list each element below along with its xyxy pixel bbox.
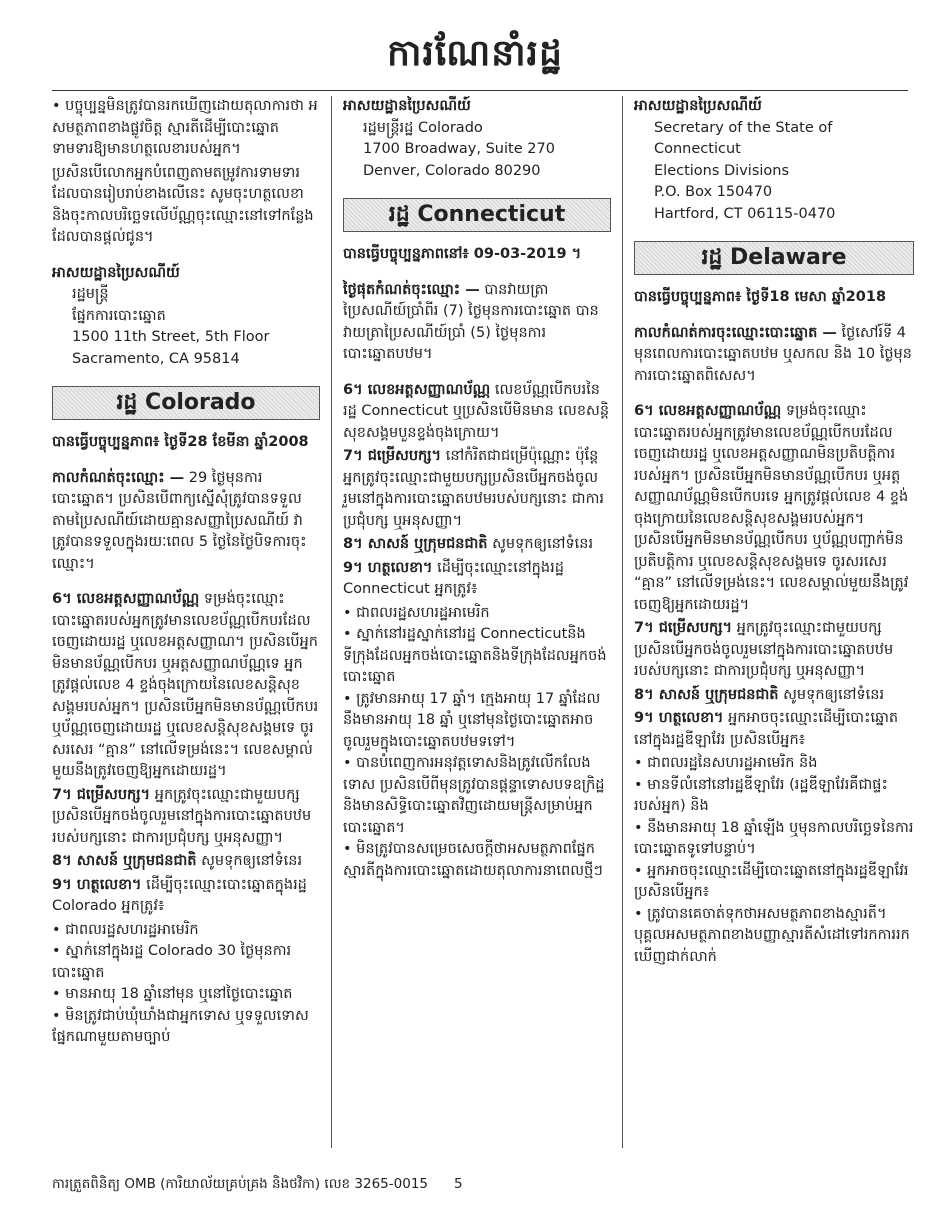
updated-date: បានធ្វើបច្ចុប្បន្នភាព៖ ថ្ងៃទី18 មេសា ឆ្នាំ2018 xyxy=(634,289,887,305)
address-line: Connecticut xyxy=(654,141,741,157)
party-text: នៅកំរិតជាជម្រើប៉ុណ្ណោះ ប៉ុន្តែអ្នកត្រូវចុះឈ្មោះជាមួយបក្សប្រសិនបើអ្នកចង់ចូលរួមនៅក្នុងការបោះឆ្នោតបឋមរបស់បក្សនោះ ជាការប្រជុំបក្ស ឬអនុសញ្ញា។ xyxy=(343,448,604,529)
list-item: • ជាពលរដ្ឋសហរដ្ឋអាមេរិក xyxy=(52,921,199,938)
race-text: សូមទុកឲ្យនៅទំនេរ xyxy=(196,853,303,869)
page-footer xyxy=(52,1175,489,1195)
id-number-section xyxy=(343,380,611,445)
omb-control-number: ការត្រួតពិនិត្យ OMB (ការិយាល័យគ្រប់គ្រង និងថវិកា) លេខ 3265-0015 xyxy=(52,1176,428,1192)
signature-label: 9។ ហត្ថលេខា។ xyxy=(343,559,433,576)
list-item: • ជាពលរដ្ឋសហរដ្ឋអាមេរិក xyxy=(343,604,490,621)
list-item: • អ្នកអាចចុះឈ្មោះដើម្បីបោះឆ្នោតនៅក្នុងរដ្ឋឌីឡាវែរ ប្រសិនបើអ្នក៖ xyxy=(634,862,909,900)
id-text: ទម្រង់ចុះឈ្មោះបោះឆ្នោតរបស់អ្នកត្រូវមានលេខប័ណ្ណបើកបរដែលចេញដោយរដ្ឋ ឬលេខអត្តសញ្ញាណមិនប្រតិបត្តិការរបស់អ្នក។ ប្រសិនបើអ្នកមិនមានប័ណ្ណបើកបរ ឬអត្តសញ្ញាណប័ណ្ណមិនបើកបរទេ អ្នកត្រូវផ្ដល់លេខ 4 ខ្ទង់ចុងក្រោយនៃលេខសន្តិសុខសង្គមរបស់អ្នក។ ប្រសិនបើអ្នកមិនមានប័ណ្ណបើកបរ ឬប័ណ្ណបញ្ជាក់មិនប្រតិបត្តិការ ឬលេខសន្តិសុខសង្គមទេ ចូរសរសេរ “គ្មាន” នៅលើទម្រង់នេះ។ លេខសម្គាល់មួយនឹងត្រូវចេញឱ្យអ្នកដោយរដ្ឋ។ xyxy=(634,403,909,613)
page-title: ការណែនាំរដ្ឋ xyxy=(387,33,563,74)
race-label: 8។ សាសន៍ ឬក្រុមជនជាតិ xyxy=(52,853,197,869)
race-text: សូមទុកឲ្យនៅទំនេរ xyxy=(487,536,594,552)
deadline-text: ថ្ងៃសៅរ៍ទី 4 មុនពេលការបោះឆ្នោតបឋម ឬសកល និង 10 ថ្ងៃមុនការបោះឆ្នោតពិសេស។ xyxy=(634,324,912,384)
race-section xyxy=(343,534,611,556)
deadline-text: 29 ថ្ងៃមុនការបោះឆ្នោត។ ប្រសិនបើពាក្យស្នើសុំត្រូវបានទទួលតាមប្រៃសណីយ៍ដោយគ្មានសញ្ញាប្រៃសណីយ៍ វាត្រូវបានទទួលក្នុងរយៈពេល 5 ថ្ងៃនៃថ្ងៃបិទការចុះឈ្មោះ។ xyxy=(52,469,307,572)
list-item: • មានអាយុ 18 ឆ្នាំនៅមុន ឬនៅថ្ងៃបោះឆ្នោត xyxy=(52,986,293,1002)
id-text: លេខប័ណ្ណបើកបរនៃរដ្ឋ Connecticut ឬប្រសិនបើមិនមាន លេខសន្តិសុខសង្គមបួនខ្ទង់ចុងក្រោយ។ xyxy=(343,381,610,441)
mailing-address xyxy=(634,118,914,226)
deadline-label: កាលកំណត់ការចុះឈ្មោះបោះឆ្នោត — xyxy=(634,324,837,341)
registration-deadline xyxy=(634,323,914,388)
id-label: 6។ លេខអត្តសញ្ញាណប័ណ្ណ xyxy=(52,591,200,607)
race-label: 8។ សាសន៍ ឬក្រុមជនជាតិ xyxy=(634,686,779,703)
address-line: រដ្ឋមន្ត្រី xyxy=(72,286,109,302)
registration-deadline xyxy=(343,280,611,366)
registration-deadline xyxy=(52,468,320,576)
id-number-section xyxy=(52,589,320,783)
list-item: • មិនត្រូវបានសម្រេចសេចក្ដីថាអសមត្ថភាពផ្នែកស្មារតីក្នុងការបោះឆ្នោតដោយតុលាការនាពេលថ្មីៗ xyxy=(343,841,603,879)
signature-text: អ្នកអាចចុះឈ្មោះដើម្បីបោះឆ្នោតនៅក្នុងរដ្ឋឌីឡាវែរ ប្រសិនបើអ្នក៖ xyxy=(634,710,899,748)
address-line: Sacramento, CA 95814 xyxy=(72,350,240,367)
list-item: • ជាពលរដ្ឋនៃសហរដ្ឋអាមេរិក និង xyxy=(634,755,818,771)
state-heading-connecticut: រដ្ឋ Connecticut xyxy=(343,198,611,232)
list-item: • បានបំពេញការអនុវត្តទោសនិងត្រូវលើកលែងទោស ប្រសិនបើពីមុនត្រូវបានផ្តន្ទាទោសបទឧក្រិដ្ឋ និងមានសិទ្ធិបោះឆ្នោតវិញដោយមន្ត្រីសម្រាប់អ្នកបោះឆ្នោត។ xyxy=(343,755,605,836)
address-line: ផ្នែកការបោះឆ្នោត xyxy=(72,307,166,324)
address-line: Elections Divisions xyxy=(654,162,790,179)
mailing-address-heading: អាសយដ្ឋានប្រៃសណីយ៍ xyxy=(52,264,180,281)
list-item: • មិនត្រូវជាប់ឃុំឃាំងជាអ្នកទោស ឬទទួលទោសផ្នែកណាមួយតាមច្បាប់ xyxy=(52,1007,309,1045)
state-heading-colorado: រដ្ឋ Colorado xyxy=(52,386,320,420)
address-line: Secretary of the State of xyxy=(654,119,833,136)
id-label: 6។ លេខអត្តសញ្ញាណប័ណ្ណ xyxy=(343,381,491,398)
signature-text: ដើម្បីចុះឈ្មោះនៅក្នុងរដ្ឋ Connecticut អ្នកត្រូវ៖ xyxy=(343,559,564,597)
title-divider xyxy=(52,90,908,91)
party-choice-section xyxy=(343,446,611,532)
race-section xyxy=(52,851,320,873)
list-item: • ត្រូវបានគេចាត់ទុកថាអសមត្ថភាពខាងស្មារតី។ បុគ្គលអសមត្ថភាពខាងបញ្ញាស្មារតីសំដៅទៅរកការរកឃើញជាក់លាក់ xyxy=(634,905,910,965)
id-text: ទម្រង់ចុះឈ្មោះបោះឆ្នោតរបស់អ្នកត្រូវមានលេខប័ណ្ណបើកបរដែលចេញដោយរដ្ឋ ឬលេខអត្តសញ្ញាណ។ ប្រសិនបើអ្នកមិនមានប័ណ្ណបើកបរ ឬអត្តសញ្ញាណប័ណ្ណទេ អ្នកត្រូវផ្ដល់លេខ 4 ខ្ទង់ចុងក្រោយនៃលេខសន្តិសុខសង្គមរបស់អ្នក។ ប្រសិនបើអ្នកមិនមានប័ណ្ណបើកបរ ឬប័ណ្ណចេញដោយរដ្ឋ ឬលេខសន្តិសុខសង្គមទេ ចូរសរសេរ “គ្មាន” នៅលើទម្រង់នេះ។ លេខសម្គាល់មួយនឹងត្រូវចេញឱ្យអ្នកដោយរដ្ឋ។ xyxy=(52,591,319,779)
signature-section xyxy=(52,875,320,918)
mailing-address-heading: អាសយដ្ឋានប្រៃសណីយ៍ xyxy=(343,98,471,114)
signature-label: 9។ ហត្ថលេខា។ xyxy=(634,710,724,726)
updated-date: បានធ្វើបច្ចុប្បន្នភាពនៅ៖ 09-03-2019 ។ xyxy=(343,246,582,262)
mailing-address xyxy=(343,118,611,183)
party-label: 7។ ជម្រើសបក្ស។ xyxy=(634,620,733,636)
signature-label: 9។ ហត្ថលេខា។ xyxy=(52,876,142,893)
signature-text: ដើម្បីចុះឈ្មោះបោះឆ្នោតក្នុងរដ្ឋ Colorado អ្នកត្រូវ៖ xyxy=(52,876,307,914)
id-number-section xyxy=(634,401,914,616)
party-text: អ្នកត្រូវចុះឈ្មោះជាមួយបក្សប្រសិនបើអ្នកចង់ចូលរួមនៅក្នុងការបោះឆ្នោតបឋមរបស់បក្សនោះ ជាការប្រជុំបក្ស ឬអនុសញ្ញា។ xyxy=(634,620,894,679)
party-choice-section xyxy=(52,785,320,850)
id-label: 6។ លេខអត្តសញ្ញាណប័ណ្ណ xyxy=(634,403,782,419)
state-heading-delaware: រដ្ឋ Delaware xyxy=(634,241,914,275)
race-label: 8។ សាសន៍ ឬក្រុមជនជាតិ xyxy=(343,536,488,552)
list-item: • មានទីលំនៅនៅរដ្ឋឌីឡាវែរ (រដ្ឋឌីឡាវែរគឺជាផ្ទះរបស់អ្នក) និង xyxy=(634,776,888,814)
address-line: 1700 Broadway, Suite 270 xyxy=(363,141,555,157)
address-line: Denver, Colorado 80290 xyxy=(363,162,541,179)
mailing-address xyxy=(52,284,320,370)
party-label: 7។ ជម្រើសបក្ស។ xyxy=(52,786,151,803)
signature-section xyxy=(343,558,611,601)
address-line: 1500 11th Street, 5th Floor xyxy=(72,329,270,345)
mailing-address-heading: អាសយដ្ឋានប្រៃសណីយ៍ xyxy=(634,98,762,114)
updated-date: បានធ្វើបច្ចុប្បន្នភាព៖ ថ្ងៃទី28 ខែមីនា ឆ្នាំ2008 xyxy=(52,434,309,450)
list-item: • នឹងមានអាយុ 18 ឆ្នាំឡើង ឬមុនកាលបរិច្ឆេទនៃការបោះឆ្នោតទូទៅបន្ទាប់។ xyxy=(634,819,914,857)
address-line: Hartford, CT 06115-0470 xyxy=(654,205,836,222)
list-item: • ស្នាក់នៅរដ្ឋស្នាក់នៅរដ្ឋ Connecticutនិងទីក្រុងដែលអ្នកចង់បោះឆ្នោតនិងទីក្រុងដែលអ្នកចង់បោះឆ្នោត xyxy=(343,626,607,685)
list-item: • ស្នាក់នៅក្នុងរដ្ឋ Colorado 30 ថ្ងៃមុនការបោះឆ្នោត xyxy=(52,943,292,981)
column-divider xyxy=(622,96,623,1148)
column-3 xyxy=(634,96,914,968)
address-line: P.O. Box 150470 xyxy=(654,184,773,200)
intro-paragraph: ប្រសិនបើលោកអ្នកបំពេញតាមតម្រូវការទាមទារដែលបានរៀបរាប់ខាងលើនេះ សូមចុះហត្ថលេខានិងចុះកាលបរិច្ឆេទលើប័ណ្ណចុះឈ្មោះនៅទៅកន្លែងដែលបានផ្ដល់ជូន។ xyxy=(52,164,314,245)
intro-bullet: • បច្ចុប្បន្នមិនត្រូវបានរកឃើញដោយតុលាការថា អសមត្ថភាពខាងផ្លូវចិត្ត ស្មារតីដើម្បីបោះឆ្នោត ទាមទារឱ្យមានហត្ថលេខារបស់អ្នក។ xyxy=(52,98,318,157)
party-text: អ្នកត្រូវចុះឈ្មោះជាមួយបក្សប្រសិនបើអ្នកចង់ចូលរួមនៅក្នុងការបោះឆ្នោតបឋមរបស់បក្សនោះ ជាការប្រជុំបក្ស ឬអនុសញ្ញា។ xyxy=(52,786,312,846)
deadline-label: ថ្ងៃផុតកំណត់ចុះឈ្មោះ — xyxy=(343,281,480,298)
deadline-label: កាលកំណត់ចុះឈ្មោះ — xyxy=(52,469,185,486)
signature-section xyxy=(634,708,914,751)
race-text: សូមទុកឲ្យនៅទំនេរ xyxy=(778,686,885,703)
page-number: 5 xyxy=(454,1176,463,1192)
party-label: 7។ ជម្រើសបក្ស។ xyxy=(343,448,442,464)
party-choice-section xyxy=(634,618,914,683)
address-line: រដ្ឋមន្ត្រីរដ្ឋ Colorado xyxy=(363,119,483,136)
column-1 xyxy=(52,96,320,1049)
race-section xyxy=(634,685,914,707)
list-item: • ត្រូវមានអាយុ 17 ឆ្នាំ។ ក្មេងអាយុ 17 ឆ្នាំដែលនឹងមានអាយុ 18 ឆ្នាំ ឬនៅមុនថ្ងៃបោះឆ្នោតអាចចូលរួមក្នុងបោះឆ្នោតបឋមទទៅ។ xyxy=(343,690,601,750)
column-2 xyxy=(343,96,611,882)
deadline-text: បានវាយត្រាប្រៃសណីយ៍ប្រាំពីរ (7) ថ្ងៃមុនការបោះឆ្នោត បានវាយត្រាប្រៃសណីយ៍ប្រាំ (5) ថ្ងៃមុនការបោះឆ្នោតបឋម។ xyxy=(343,281,599,362)
column-divider xyxy=(331,96,332,1148)
